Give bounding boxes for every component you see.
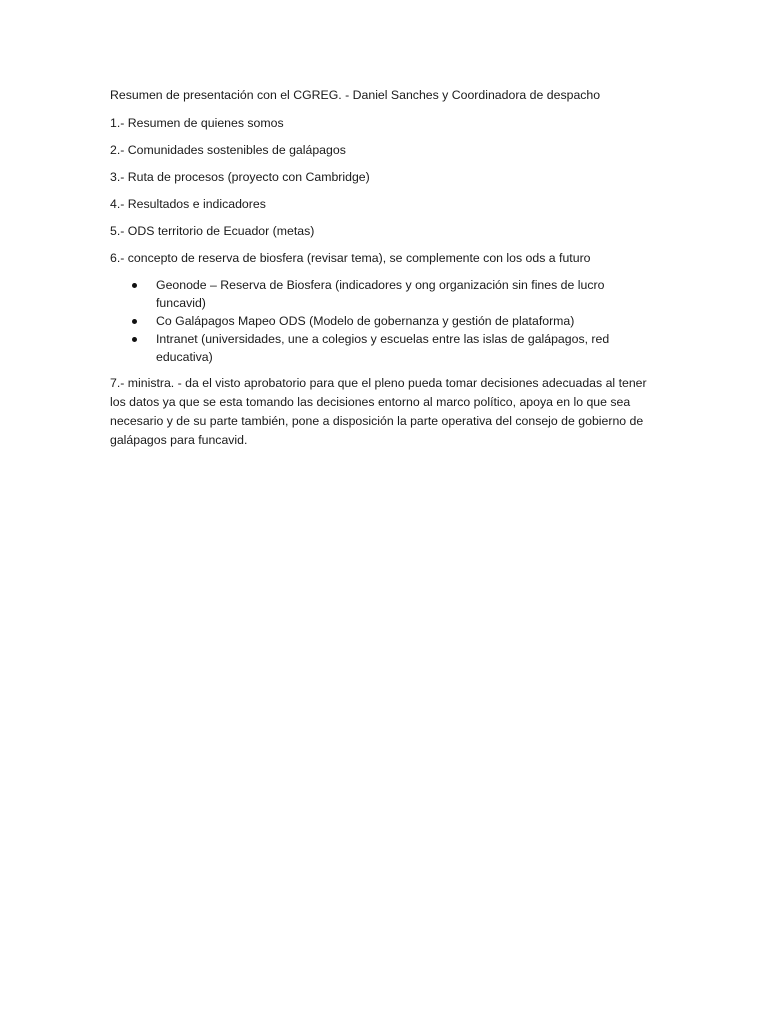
list-item-1: 1.- Resumen de quienes somos — [110, 116, 284, 130]
bullet-text: Intranet (universidades, une a colegios y escuelas entre las islas de galápagos, red educativa) — [156, 332, 610, 364]
list-item-2: 2.- Comunidades sostenibles de galápagos — [110, 143, 346, 157]
bullet-text: Geonode – Reserva de Biosfera (indicadores y ong organización sin fines de lucro funcavid) — [156, 278, 605, 310]
bullet-icon — [132, 283, 137, 288]
list-item-4: 4.- Resultados e indicadores — [110, 197, 266, 211]
list-item-3: 3.- Ruta de procesos (proyecto con Cambridge) — [110, 170, 370, 184]
bullet-list — [110, 276, 655, 366]
bullet-item-geonode — [110, 276, 655, 312]
bullet-icon — [132, 337, 137, 342]
list-item-5: 5.- ODS territorio de Ecuador (metas) — [110, 224, 315, 238]
document-body — [110, 86, 655, 450]
document-title: Resumen de presentación con el CGREG. - Daniel Sanches y Coordinadora de despacho — [110, 88, 601, 102]
paragraph-ministra: 7.- ministra. - da el visto aprobatorio para que el pleno pueda tomar decisiones adecuadas al tener los datos ya que se esta tomando las decisiones entorno al marco político, apoya en lo que sea necesario y de su parte también, pone a disposición la parte operativa del consejo de gobierno de galápagos para funcavid. — [110, 376, 647, 447]
list-item-6: 6.- concepto de reserva de biosfera (revisar tema), se complemente con los ods a futuro — [110, 251, 591, 265]
bullet-text: Co Galápagos Mapeo ODS (Modelo de gobernanza y gestión de plataforma) — [156, 314, 575, 328]
bullet-item-intranet — [110, 330, 655, 366]
bullet-icon — [132, 319, 137, 324]
bullet-item-mapeo-ods — [110, 312, 655, 330]
